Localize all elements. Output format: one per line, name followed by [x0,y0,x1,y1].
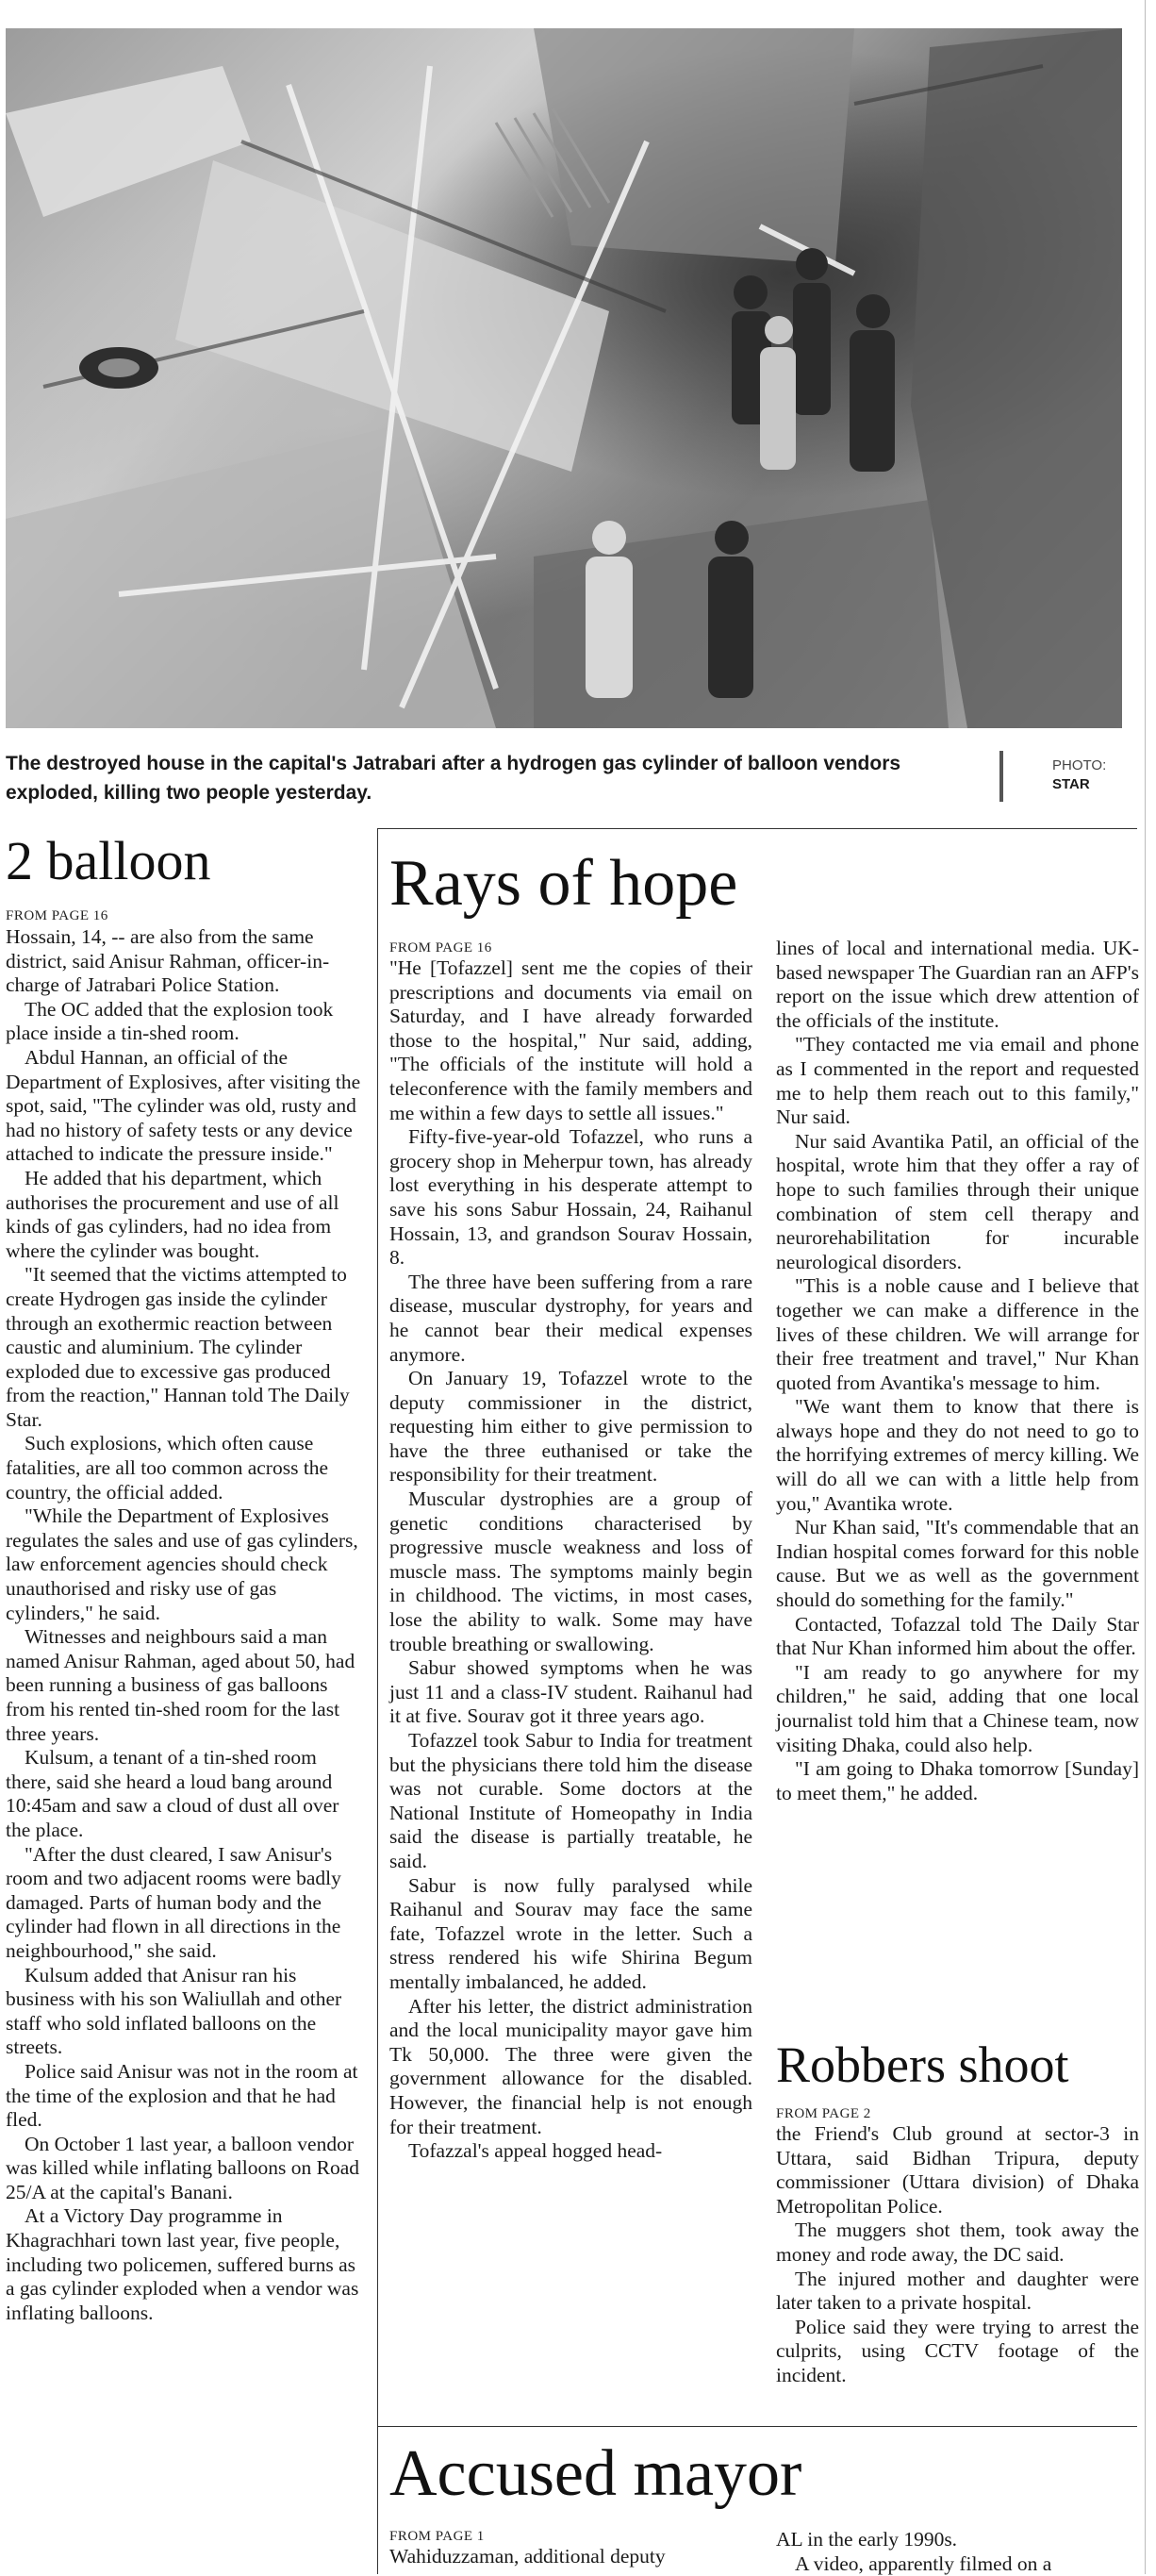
paragraph: "I am ready to go anywhere for my children," he said, adding that one local journalist told him that a Chinese team, now visiting Dhaka, could also help. [776,1660,1139,1756]
paragraph: "We want them to know that there is always hope and they do not need to go to the horrifying extremes of mercy killing. We will do all we can with a little help from you," Avantika wrote. [776,1395,1139,1515]
paragraph: the Friend's Club ground at sector-3 in Uttara, said Bidhan Tripura, deputy commissioner (Uttara division) of Dhaka Metropolitan Police. [776,2122,1139,2218]
paragraph: Kulsum, a tenant of a tin-shed room there, said she heard a loud bang around 10:45am and saw a cloud of dust all over the place. [6,1746,339,1841]
paragraph: Abdul Hannan, an official of the Department of Explosives, after visiting the spot, said, "The cylinder was old, rusty and had no history of safety tests or any device attached to indicate the pressure inside." [6,1045,361,1166]
paragraph: AL in the early 1990s. [776,2528,958,2551]
column-divider [377,828,378,2574]
article-mayor-column-1 [389,2545,752,2569]
section-rule-middle [377,2426,1137,2427]
rubble-illustration [6,28,1122,728]
headline-accused-mayor: Accused mayor [389,2437,802,2510]
paragraph: "It seemed that the victims attempted to create Hydrogen gas inside the cylinder through an exothermic reaction between caustic and aluminium. The cylinder exploded due to excessive gas produced from the reaction," Hannan told The Daily Star. [6,1263,350,1431]
section-rule-top [377,828,1137,829]
paragraph: "After the dust cleared, I saw Anisur's room and two adjacent rooms were badly damaged. Parts of human body and the cylinder had flown in all directions in the neighbourhood," she said. [6,1842,341,1962]
article-balloon [6,925,366,2325]
article-mayor-column-2 [776,2528,1139,2576]
paragraph: At a Victory Day programme in Khagrachhari town last year, five people, including two policemen, suffered burns as a gas cylinder exploded when a vendor was inflating balloons. [6,2204,359,2324]
page-edge-rule [1145,0,1146,2574]
photo-caption-row [6,749,1137,806]
paragraph: Nur Khan said, "It's commendable that an Indian hospital comes forward for this noble cause. But we as well as the government should do something for the family." [776,1516,1139,1612]
paragraph: "They contacted me via email and phone as I commented in the report and requested me to help them reach out to this family," Nur said. [776,1033,1139,1129]
paragraph: On October 1 last year, a balloon vendor was killed while inflating balloons on Road 25/A at the capital's Banani. [6,2132,360,2203]
jump-from-mayor: FROM PAGE 1 [389,2529,485,2544]
photo-credit-label: PHOTO: [1052,757,1107,773]
paragraph: Police said they were trying to arrest the culprits, using CCTV footage of the incident. [776,2315,1139,2386]
paragraph: Tofazzel took Sabur to India for treatment but the physicians there told him the disease was not curable. Some doctors at the National Institute of Homeopathy in India said the disease is partially treatable, he said. [389,1729,752,1872]
paragraph: Police said Anisur was not in the room at the time of the explosion and that he had fled. [6,2059,358,2132]
jump-from-balloon: FROM PAGE 16 [6,908,108,923]
paragraph: Witnesses and neighbours said a man named Anisur Rahman, aged about 50, had been running a business of gas balloons from his rented tin-shed room for the last three years. [6,1625,355,1745]
jump-from-robbers: FROM PAGE 2 [776,2106,871,2121]
headline-balloon: 2 balloon [6,830,211,891]
paragraph: The three have been suffering from a rare disease, muscular dystrophy, for years and he cannot bear their medical expenses anymore. [389,1270,752,1366]
paragraph: A video, apparently filmed on a [795,2551,1052,2575]
article-rays-column-1 [389,956,752,2164]
photo-credit [1052,756,1106,794]
article-rays-column-2 [776,937,1139,1805]
paragraph: The OC added that the explosion took place inside a tin-shed room. [6,997,334,1045]
headline-robbers-shoot: Robbers shoot [776,2036,1069,2093]
paragraph: After his letter, the district administration and the local municipality mayor gave him Tk 50,000. The three were given the government allowance for the disabled. However, the financial help is not enough for their treatment. [389,1994,752,2138]
paragraph: The injured mother and daughter were later taken to a private hospital. [776,2267,1139,2315]
photo-credit-source: STAR [1052,776,1090,792]
paragraph: "He [Tofazzel] sent me the copies of their prescriptions and documents via email on Saturday, and I have already forwarded those to the hospital," Nur said, adding, "The officials of the institute will hold a teleconference with the family members and me within a few days to settle all issues." [389,956,752,1124]
paragraph: Muscular dystrophies are a group of genetic conditions characterised by progressive muscle weakness and loss of muscle mass. The symptoms mainly begin in childhood. The victims, in most cases, lose the ability to walk. Some may have trouble breathing or swallowing. [389,1487,752,1655]
paragraph: Nur said Avantika Patil, an official of the hospital, wrote him that they offer a ray of hope to such families through their unique combination of stem cell therapy and neurorehabilitation for incurable neurological disorders. [776,1129,1139,1273]
paragraph: The muggers shot them, took away the money and rode away, the DC said. [776,2219,1139,2266]
photo-caption: The destroyed house in the capital's Jatrabari after a hydrogen gas cylinder of balloon vendors exploded, killing two people yesterday. [6,753,901,804]
paragraph: Fifty-five-year-old Tofazzel, who runs a grocery shop in Meherpur town, has already lost everything in his desperate attempt to save his sons Sabur Hossain, 24, Raihanul Hossain, 13, and grandson Sourav Hossain, 8. [389,1125,752,1270]
paragraph: On January 19, Tofazzel wrote to the deputy commissioner in the district, requesting him either to give permission to have the three euthanised or take the responsibility for their treatment. [389,1367,752,1487]
paragraph: Contacted, Tofazzal told The Daily Star that Nur Khan informed him about the offer. [776,1612,1139,1660]
paragraph: "While the Department of Explosives regulates the sales and use of gas cylinders, law enforcement agencies should check unauthorised and risky use of gas cylinders," he said. [6,1504,358,1624]
paragraph: Hossain, 14, -- are also from the same district, said Anisur Rahman, officer-in-charge of Jatrabari Police Station. [6,925,330,997]
paragraph: Sabur is now fully paralysed while Raihanul and Sourav may face the same fate, Tofazzel wrote in the letter. Such a stress rendered his wife Shirina Begum mentally imbalanced, he added. [389,1873,752,1993]
paragraph: "I am going to Dhaka tomorrow [Sunday] to meet them," he added. [776,1757,1139,1804]
caption-divider [999,751,1003,802]
paragraph: Tofazzal's appeal hogged head- [408,2139,663,2163]
paragraph: Kulsum added that Anisur ran his business with his son Waliullah and other staff who sold inflated balloons on the streets. [6,1963,342,2059]
paragraph: lines of local and international media. UK-based newspaper The Guardian ran an AFP's report on the issue which drew attention of the officials of the institute. [776,937,1139,1032]
article-robbers [776,2122,1139,2388]
paragraph: Such explosions, which often cause fatalities, are all too common across the country, the official added. [6,1432,329,1504]
jump-from-rays: FROM PAGE 16 [389,940,492,956]
paragraph: He added that his department, which authorises the procurement and use of all kinds of gas cylinders, had no idea from where the cylinder was bought. [6,1166,339,1262]
headline-rays-of-hope: Rays of hope [389,847,738,920]
news-photo [6,28,1122,728]
paragraph: Sabur showed symptoms when he was just 11 and a class-IV student. Raihanul had it at five. Sourav got it three years ago. [389,1656,752,1728]
paragraph: Wahiduzzaman, additional deputy [389,2545,666,2568]
paragraph: "This is a noble cause and I believe that together we can make a difference in the lives of these children. We will arrange for their free treatment and travel," Nur Khan quoted from Avantika's message to him. [776,1274,1139,1394]
